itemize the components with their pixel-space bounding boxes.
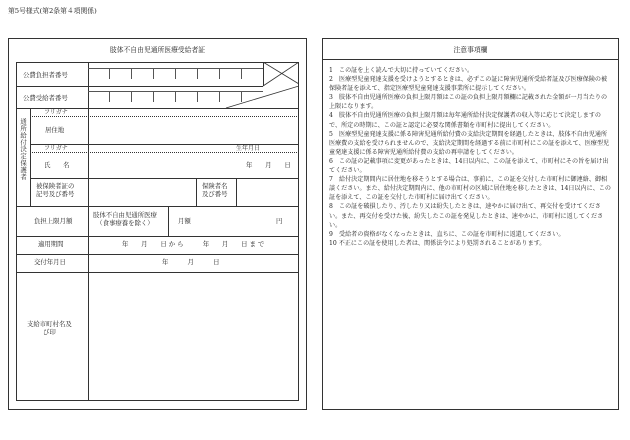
burden-limit-description: 肢体不自由児通所医療 （食事療養を除く） — [93, 211, 157, 227]
hatched-area — [154, 62, 299, 108]
burden-limit-label: 負担上限月額 — [34, 217, 73, 225]
public-payer-number-label: 公費負担者番号 — [23, 71, 68, 79]
note-item: 7 給付決定期間内に居住地を移そうとする場合は、事前に、この証を交付した市町村に御連絡、御相談ください。また、給付決定期間内に、他の市町村の区域に居住地を移したときは、14日以内に、この証を添えて、この証を交付した市町村に届け出てください。 — [329, 176, 611, 202]
address-label: 居住地 — [45, 126, 65, 134]
note-item: 4 肢体不自由児通所医療の負担上限月額は毎年通所給付決定保護者の収入等に応じて決定しますので、所定の時期に、この証と認定に必要な関係書類を市町村に提出してください。 — [329, 112, 602, 129]
issue-date-label: 交付年月日 — [34, 258, 66, 266]
note-item: 3 肢体不自由児通所医療の負担上限月額はこの証の負担上限月額欄に記載された金額が一月当たりの上限になります。 — [329, 94, 608, 111]
furigana-label-2: フリガナ — [44, 145, 68, 152]
birthdate-label: 生年月日 — [236, 145, 261, 152]
insurer-label: 保険者名 及び番号 — [202, 182, 228, 198]
valid-period-label: 適用期間 — [38, 240, 64, 248]
certificate-title: 肢体不自由児通所医療受給者証 — [109, 46, 206, 54]
note-item: 2 医療型児童発達支援を受けようとするときは、必ずこの証に障害児通所受給者証及び医療保険の被保険者証を添えて、指定医療型児童発達支援事業所に提示してください。 — [329, 76, 608, 93]
note-item: 6 この証の記載事項に変更があったときは、14日以内に、この証を添えて、市町村にその旨を届け出てください。 — [329, 157, 609, 175]
note-item: 9 受給者の資格がなくなったときは、直ちに、この証を市町村に返還してください。 — [329, 230, 565, 238]
monthly-label: 月額 — [178, 217, 191, 225]
guardian-section-label: 通所給付決定保護者 — [19, 118, 28, 181]
note-item: 10 不正にこの証を使用した者は、関係法令により処罰されることがあります。 — [329, 239, 546, 247]
valid-period-values[interactable]: 年 月 日 か ら 年 月 日 ま で — [122, 240, 265, 248]
note-item: 8 この証を破損したり、汚したり又は紛失したときは、速やかに届け出て、再交付を受けてください。また、再交付を受けた後、紛失したこの証を発見したときは、速やかに、市町村に返してください。 — [329, 203, 604, 229]
note-item: 5 医療型児童発達支援に係る障害児通所給付費の支給決定期間を経過したときは、肢体不自由児通所医療費の支給を受けられませんので、支給決定期間を経過する前に市町村にこの証を添えて、医療型児童発達支援に係る障害児通所給付費の支給の再申請をしてください。 — [329, 130, 610, 156]
note-item: 1 この証を上く読んで大切に持っていてください。 — [329, 67, 474, 74]
insured-card-label: 被保険者証の 記号及び番号 — [36, 182, 75, 198]
yen-label: 円 — [276, 217, 283, 225]
form-number: 第5号様式(第2条第４項関係) — [8, 7, 97, 15]
notes-title: 注意事項欄 — [453, 46, 488, 54]
issue-date-values[interactable]: 年 月 日 — [162, 258, 220, 266]
public-recipient-number-label: 公費受給者番号 — [23, 94, 68, 102]
birthdate-fields[interactable]: 年 月 日 — [246, 161, 291, 169]
notes-list — [329, 66, 611, 248]
name-label: 氏 名 — [44, 161, 70, 169]
furigana-label-1: フリガナ — [44, 109, 68, 116]
municipality-label: 支給市町村名及 び印 — [27, 320, 72, 336]
